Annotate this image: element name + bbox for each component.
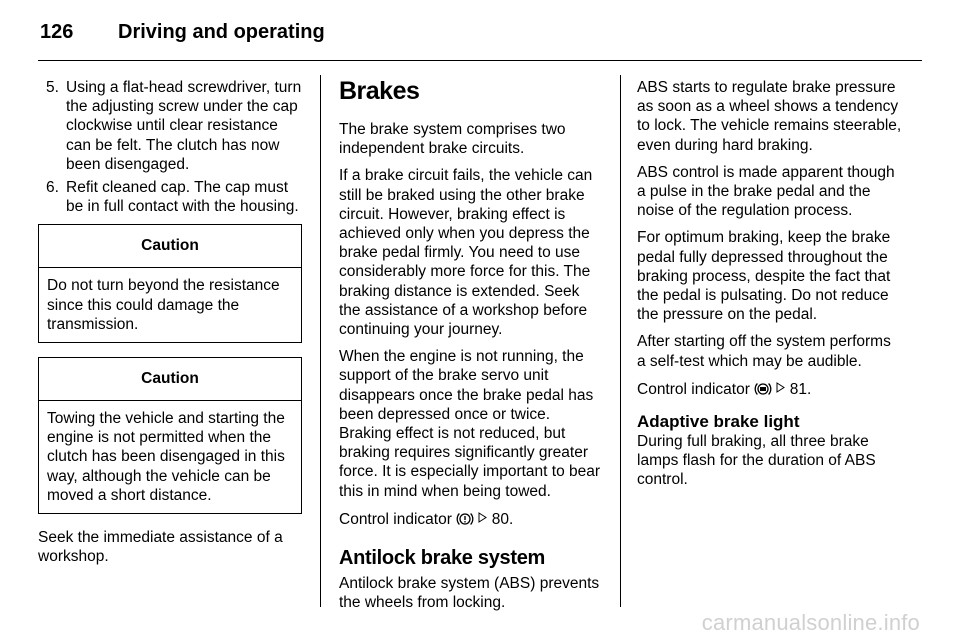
page-reference: 81. <box>789 380 812 398</box>
caution-title: Caution <box>39 358 301 401</box>
caution-title: Caution <box>39 225 301 268</box>
control-indicator-line: Control indicator 81. <box>637 379 903 402</box>
step-number: 6. <box>46 179 59 197</box>
reference-arrow-icon <box>478 509 487 528</box>
page-number: 126 <box>40 21 74 43</box>
caution-box <box>38 224 302 343</box>
page-reference: 80. <box>491 510 514 528</box>
paragraph: Antilock brake system (ABS) prevents the wheels from locking. <box>339 575 600 612</box>
reference-arrow-icon <box>776 379 785 398</box>
column-divider <box>320 75 321 607</box>
control-indicator-line: Control indicator 80. <box>339 509 603 532</box>
paragraph: During full braking, all three brake lamps flash for the duration of ABS control. <box>637 433 876 489</box>
step-text: Using a flat-head screwdriver, turn the adjusting screw under the cap clockwise until clear resistance can be felt. The clutch has now been disengaged. <box>66 79 302 173</box>
list-item <box>38 78 302 174</box>
page-title: Driving and operating <box>118 21 325 43</box>
watermark: carmanualsonline.info <box>701 610 920 635</box>
column-middle <box>339 76 603 620</box>
list-item <box>38 178 302 216</box>
caution-box <box>38 357 302 514</box>
paragraph: ABS control is made apparent though a pulse in the brake pedal and the noise of the regulation process. <box>637 163 895 220</box>
paragraph: For optimum braking, keep the brake pedal fully depressed throughout the braking process, despite the fact that the pedal is pulsating. Do not reduce the pressure on the pedal. <box>637 229 891 324</box>
caution-text: Do not turn beyond the resistance since this could damage the transmission. <box>47 277 280 333</box>
brake-warning-icon <box>456 511 474 532</box>
step-list <box>38 78 302 216</box>
paragraph: Seek the immediate assistance of a workshop. <box>38 529 283 566</box>
paragraph: After starting off the system performs a self-test which may be audible. <box>637 333 891 370</box>
paragraph: ABS starts to regulate brake pressure as soon as a wheel shows a tendency to lock. The vehicle remains steerable, even during hard braking. <box>637 79 902 154</box>
step-number: 5. <box>46 79 59 96</box>
subsection-heading: Adaptive brake light <box>637 412 800 432</box>
page-header <box>40 18 325 46</box>
header-rule <box>38 60 922 61</box>
column-divider <box>620 75 621 607</box>
subsection-heading: Antilock brake system <box>339 547 546 570</box>
paragraph: The brake system comprises two independent brake circuits. <box>339 121 566 158</box>
abs-indicator-icon <box>754 381 772 402</box>
paragraph: When the engine is not running, the support of the brake servo unit disappears once the brake pedal has been depressed once or twice. Braking effect is not reduced, but braking requires significantly greater force. It is especially important to bear this in mind when being towed. <box>339 348 601 500</box>
column-left <box>38 78 302 574</box>
section-heading: Brakes <box>339 77 420 105</box>
paragraph: If a brake circuit fails, the vehicle can still be braked using the other brake circuit. However, braking effect is achieved only when you depress the brake pedal firmly. You need to use considerably more force for this. The braking distance is extended. Seek the assistance of a workshop before continuing your journey. <box>339 167 593 339</box>
step-text: Refit cleaned cap. The cap must be in full contact with the housing. <box>66 179 299 216</box>
caution-text: Towing the vehicle and starting the engine is not permitted when the clutch has been disengaged in this way, although the vehicle can be moved a short distance. <box>47 410 285 504</box>
column-right <box>637 78 903 498</box>
